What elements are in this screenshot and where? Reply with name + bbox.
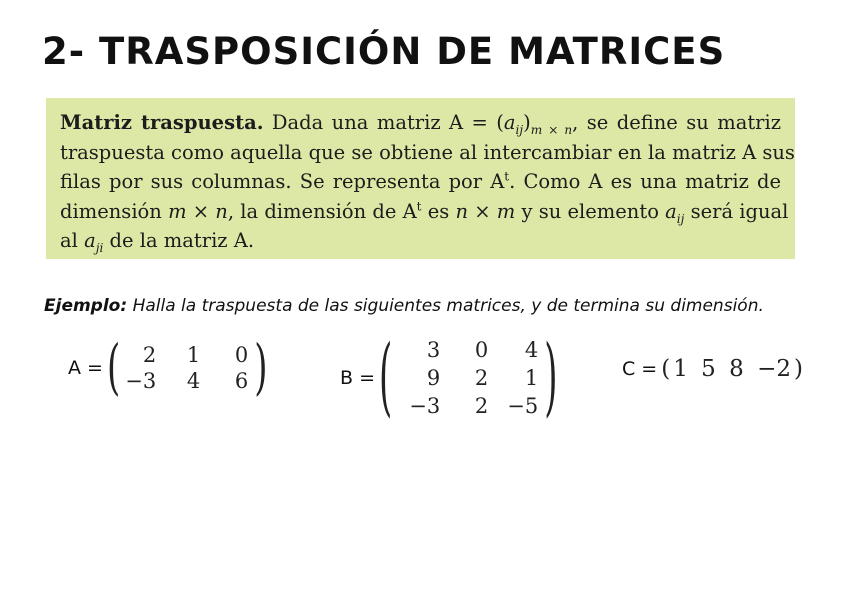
definition-line-5: al $a_{ji}$ de la matriz A.	[60, 229, 255, 255]
matrix-a-label: A =	[68, 357, 103, 379]
matrix-b	[340, 328, 558, 428]
matrix-cell: −5	[507, 394, 539, 418]
matrix-cell: 8	[729, 356, 744, 382]
matrix-c-close-paren: )	[793, 356, 803, 382]
matrix-a	[68, 333, 268, 403]
matrix-cell: 9	[426, 366, 441, 390]
matrix-a-open-paren: (	[106, 333, 121, 403]
matrix-cell: −2	[757, 356, 791, 382]
matrix-cell: 1	[673, 356, 688, 382]
matrix-cell: 2	[474, 366, 489, 390]
definition-box	[46, 98, 795, 259]
matrix-c-row	[661, 356, 803, 382]
matrix-cell: 3	[426, 338, 441, 362]
matrix-b-open-paren: (	[379, 328, 393, 428]
definition-line-2: traspuesta como aquella que se obtiene al intercambiar en la matriz A sus	[60, 140, 795, 164]
matrix-a-close-paren: )	[254, 333, 268, 403]
matrix-c-open-paren: (	[661, 356, 671, 382]
example-statement	[44, 296, 764, 316]
matrix-cell: 6	[234, 369, 249, 393]
page-title: 2- TRASPOSICIÓN DE MATRICES	[42, 30, 726, 73]
definition-line-4: dimensión m × n, la dimensión de $A^t$ es n × m y su elemento $a_{ij}$ será igual	[60, 199, 789, 226]
matrix-b-close-paren: )	[544, 328, 558, 428]
matrix-cell: 1	[524, 366, 539, 390]
matrix-cell: −3	[125, 369, 157, 393]
matrix-cell: 5	[701, 356, 716, 382]
example-text: Halla la traspuesta de las siguientes matrices, y de termina su dimensión.	[132, 296, 764, 316]
matrix-b-label: B =	[340, 367, 375, 389]
definition-line-1: Matriz traspuesta. Dada una matriz $A = (a_{ij})_{m \times n}$, se define su matriz	[60, 111, 782, 137]
matrix-cell: 4	[524, 338, 539, 362]
matrix-cell: 4	[186, 369, 201, 393]
matrix-cell: 0	[234, 343, 249, 367]
matrix-a-grid	[120, 343, 254, 393]
definition-line-3: filas por sus columnas. Se representa por $A^t$. Como A es una matriz de	[60, 169, 781, 193]
matrix-c-label: C =	[622, 358, 658, 380]
example-label: Ejemplo:	[44, 296, 128, 316]
matrix-cell: 1	[186, 343, 201, 367]
matrix-cell: −3	[409, 394, 441, 418]
matrix-cell: 2	[474, 394, 489, 418]
matrix-b-grid	[392, 336, 544, 420]
matrix-cell: 2	[142, 343, 157, 367]
matrix-cell: 0	[474, 338, 489, 362]
definition-term: Matriz traspuesta.	[60, 111, 264, 134]
matrix-c	[622, 356, 803, 382]
